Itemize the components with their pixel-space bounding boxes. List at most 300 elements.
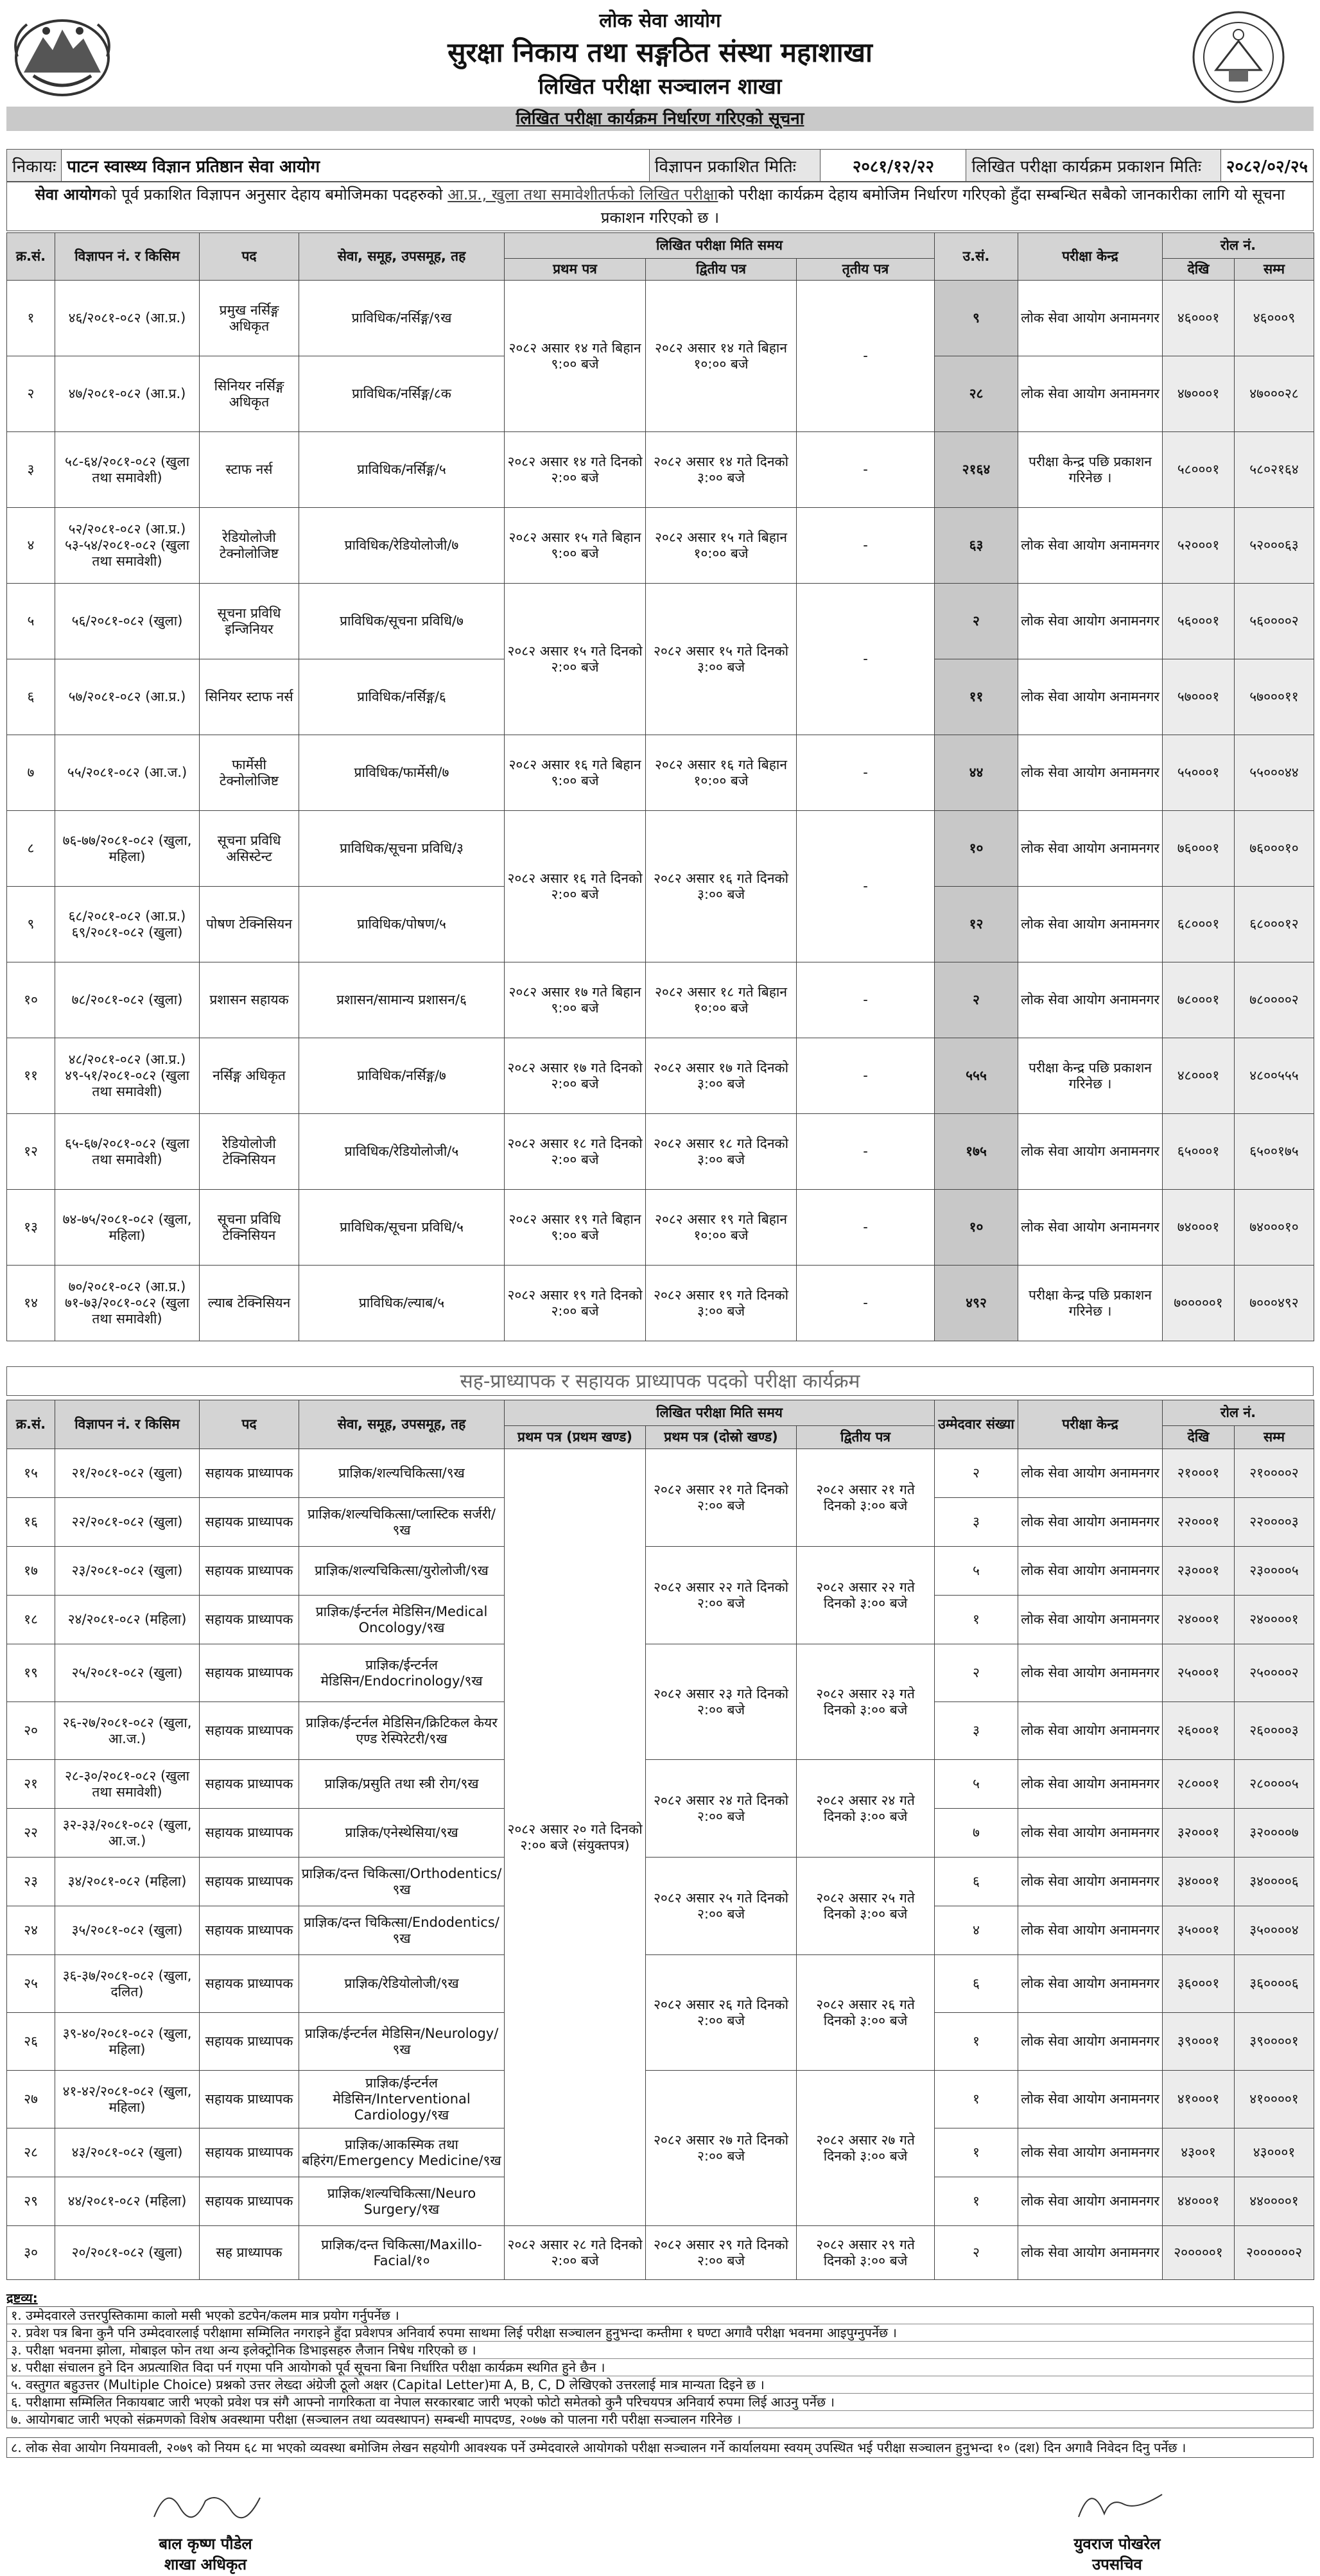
cell-post: सहायक प्राध्यापक [200,1596,299,1644]
cell-paper2: २०८२ असार १९ गते बिहान १०:०० बजे [646,1190,797,1266]
cell-post: सहायक प्राध्यापक [200,1449,299,1498]
cell-paper1: २०८२ असार १७ गते दिनको २:०० बजे [505,1038,646,1114]
cell-roll-to: २८००००५ [1235,1760,1314,1809]
cell-roll-to: ३४००००६ [1235,1858,1314,1906]
cell-center: लोक सेवा आयोग अनामनगर [1018,2177,1163,2226]
cell-post: सूचना प्रविधि टेक्निसियन [200,1190,299,1266]
cell-count: २ [935,1644,1018,1702]
cell-paper3: - [797,508,935,584]
cell-center: लोक सेवा आयोग अनामनगर [1018,1547,1163,1596]
cell-service: प्राविधिक/पोषण/५ [299,887,505,962]
cell-roll-to: ४१००००१ [1235,2071,1314,2128]
cell-adv: ४८/२०८१-०८२ (आ.प्र.) ४९-५१/२०८१-०८२ (खुला तथा समावेशी) [55,1038,200,1114]
cell-roll-to: ७०००४९२ [1235,1266,1314,1341]
cell-roll-to: २५००००२ [1235,1644,1314,1702]
cell-sn: २२ [7,1809,55,1858]
col-roll-from: देखि [1163,259,1235,281]
cell-count: १ [935,2071,1018,2128]
col-roll-to: सम्म [1235,259,1314,281]
cell-sn: २१ [7,1760,55,1809]
cell-post: सहायक प्राध्यापक [200,1644,299,1702]
cell-roll-to: ७४०००१० [1235,1190,1314,1266]
signature-mark-icon [141,2478,270,2528]
note-item: २. प्रवेश पत्र बिना कुनै पनि उम्मेदवारलाई परीक्षामा सम्मिलित नगराइने हुँदा प्रवेशपत्र अनिवार्य रुपमा साथमा लिई परीक्षा सञ्चालन हुनुभन्दा कम्तीमा १ घण्टा अगावै परीक्षा भवनमा आइपुग्नुपर्नेछ । [7,2324,1313,2342]
cell-post: सहायक प्राध्यापक [200,1858,299,1906]
cell-post: सहायक प्राध्यापक [200,1760,299,1809]
cell-adv: ५७/२०८१-०८२ (आ.प्र.) [55,659,200,735]
cell-post: सहायक प्राध्यापक [200,1906,299,1955]
table-row [7,584,1314,659]
note-item: ७. आयोगबाट जारी भएको संक्रमणको विशेष अवस्थामा परीक्षा (सञ्चालन तथा व्यवस्थापन) सम्बन्धी मापदण्ड, २०७७ को पालना गरी परीक्षा सञ्चालन गरिनेछ । [11,2412,742,2427]
notes-section [6,2290,1314,2458]
cell-sn: ५ [7,584,55,659]
cell-sn: १८ [7,1596,55,1644]
cell-paper3: - [797,432,935,508]
cell-center: लोक सेवा आयोग अनामनगर [1018,659,1163,735]
cell-center: लोक सेवा आयोग अनामनगर [1018,962,1163,1038]
cell-roll-from: ५६०००१ [1163,584,1235,659]
cell-service: प्राविधिक/रेडियोलोजी/५ [299,1114,505,1190]
psc-seal-icon [1190,9,1287,105]
cell-count: ४४ [935,735,1018,811]
cell-paper2: २०८२ असार २६ गते दिनको ३:०० बजे [797,1955,935,2071]
cell-service: प्राविधिक/नर्सिङ्ग/९ख [299,281,505,356]
cell-roll-to: ५२०००६३ [1235,508,1314,584]
intro-part: को पूर्व प्रकाशित विज्ञापन अनुसार देहाय बमोजिमका पदहरुको [100,186,448,204]
cell-center: लोक सेवा आयोग अनामनगर [1018,2226,1163,2280]
cell-adv: ३९-४०/२०८१-०८२ (खुला, महिला) [55,2013,200,2071]
cell-sn: २४ [7,1906,55,1955]
cell-adv: ७६-७७/२०८१-०८२ (खुला, महिला) [55,811,200,887]
cell-count: ३ [935,1702,1018,1760]
cell-post: सिनियर नर्सिङ्ग अधिकृत [200,356,299,432]
cell-adv: २०/२०८१-०८२ (खुला) [55,2226,200,2280]
cell-roll-from: ४६०००१ [1163,281,1235,356]
cell-sn: १४ [7,1266,55,1341]
cell-service: प्राज्ञिक/शल्यचिकित्सा/प्लास्टिक सर्जरी/९ख [299,1498,505,1547]
col-center: परीक्षा केन्द्र [1018,233,1163,281]
cell-post: सहायक प्राध्यापक [200,1547,299,1596]
cell-roll-to: ३५००००४ [1235,1906,1314,1955]
cell-count: ५ [935,1760,1018,1809]
cell-service: प्राविधिक/नर्सिङ्ग/८क [299,356,505,432]
table-row [7,1190,1314,1266]
cell-center: लोक सेवा आयोग अनामनगर [1018,2013,1163,2071]
intro-underlined: आ.प्र., खुला तथा समावेशीतर्फको लिखित परीक्षा [447,186,718,204]
cell-roll-to: ३६००००६ [1235,1955,1314,2013]
cell-paper2: २०८२ असार १८ गते दिनको ३:०० बजे [646,1114,797,1190]
table-row [7,1858,1314,1906]
col-exam: लिखित परीक्षा मिति समय [505,1400,935,1426]
cell-count: २८ [935,356,1018,432]
cell-roll-from: ४१०००१ [1163,2071,1235,2128]
cell-center: लोक सेवा आयोग अनामनगर [1018,811,1163,887]
cell-paper2: २०८२ असार १९ गते दिनको ३:०० बजे [646,1266,797,1341]
cell-post: ल्याब टेक्निसियन [200,1266,299,1341]
cell-paper1a: २०८२ असार २८ गते दिनको २:०० बजे [505,2226,646,2280]
header [0,0,1320,106]
cell-paper1: २०८२ असार १९ गते बिहान ९:०० बजे [505,1190,646,1266]
cell-roll-to: ५५०००४४ [1235,735,1314,811]
col-paper3: तृतीय पत्र [797,259,935,281]
cell-paper1: २०८२ असार १४ गते बिहान ९:०० बजे [505,281,646,432]
cell-roll-to: ६८०००१२ [1235,887,1314,962]
cell-adv: २६-२७/२०८१-०८२ (खुला, आ.ज.) [55,1702,200,1760]
cell-paper3: - [797,1266,935,1341]
col-sn: क्र.सं. [7,1400,55,1449]
cell-center: लोक सेवा आयोग अनामनगर [1018,2128,1163,2177]
cell-service: प्राज्ञिक/दन्त चिकित्सा/Orthodentics/९ख [299,1858,505,1906]
cell-paper1: २०८२ असार १७ गते बिहान ९:०० बजे [505,962,646,1038]
cell-center: लोक सेवा आयोग अनामनगर [1018,1809,1163,1858]
cell-adv: ४३/२०८१-०८२ (खुला) [55,2128,200,2177]
cell-paper1: २०८२ असार १९ गते दिनको २:०० बजे [505,1266,646,1341]
cell-roll-to: २३००००५ [1235,1547,1314,1596]
cell-sn: ६ [7,659,55,735]
table-row [7,811,1314,887]
intro-bold: सेवा आयोग [35,186,101,204]
cell-post: सिनियर स्टाफ नर्स [200,659,299,735]
cell-sn: २ [7,356,55,432]
cell-roll-from: २३०००१ [1163,1547,1235,1596]
cell-center: लोक सेवा आयोग अनामनगर [1018,1190,1163,1266]
cell-center: लोक सेवा आयोग अनामनगर [1018,1644,1163,1702]
section2-title: सह-प्राध्यापक र सहायक प्राध्यापक पदको परीक्षा कार्यक्रम [6,1366,1314,1396]
cell-service: प्राविधिक/ल्याब/५ [299,1266,505,1341]
notes-title: द्रष्टव्य: [6,2290,38,2306]
prog-date-label: लिखित परीक्षा कार्यक्रम प्रकाशन मितिः [966,150,1221,182]
cell-adv: २१/२०८१-०८२ (खुला) [55,1449,200,1498]
cell-post: प्रशासन सहायक [200,962,299,1038]
cell-roll-from: २१०००१ [1163,1449,1235,1498]
table-row [7,1760,1314,1809]
cell-post: पोषण टेक्निसियन [200,887,299,962]
cell-center: लोक सेवा आयोग अनामनगर [1018,1596,1163,1644]
cell-post: स्टाफ नर्स [200,432,299,508]
cell-roll-from: ५८०००१ [1163,432,1235,508]
assistant-professor-table [6,1400,1314,2280]
cell-paper1: २०८२ असार १६ गते दिनको २:०० बजे [505,811,646,962]
cell-sn: २८ [7,2128,55,2177]
cell-post: सहायक प्राध्यापक [200,2128,299,2177]
cell-sn: १२ [7,1114,55,1190]
cell-sn: १५ [7,1449,55,1498]
cell-sn: २९ [7,2177,55,2226]
table-row [7,1038,1314,1114]
cell-count: १७५ [935,1114,1018,1190]
cell-count: ९ [935,281,1018,356]
cell-roll-from: ३४०००१ [1163,1858,1235,1906]
cell-adv: ४७/२०८१-०८२ (आ.प्र.) [55,356,200,432]
cell-roll-to: ७६०००१० [1235,811,1314,887]
cell-sn: १० [7,962,55,1038]
org-label: निकायः [7,150,62,182]
cell-center: लोक सेवा आयोग अनामनगर [1018,1498,1163,1547]
cell-center: लोक सेवा आयोग अनामनगर [1018,1906,1163,1955]
cell-roll-from: ३५०००१ [1163,1906,1235,1955]
cell-sn: १ [7,281,55,356]
cell-paper2: २०८२ असार १७ गते दिनको ३:०० बजे [646,1038,797,1114]
cell-count: २ [935,584,1018,659]
cell-roll-to: ५६००००२ [1235,584,1314,659]
cell-roll-from: ४८०००१ [1163,1038,1235,1114]
cell-center: लोक सेवा आयोग अनामनगर [1018,1114,1163,1190]
cell-roll-from: ७८०००१ [1163,962,1235,1038]
cell-count: २ [935,2226,1018,2280]
cell-post: सहायक प्राध्यापक [200,1702,299,1760]
cell-adv: ३२-३३/२०८१-०८२ (खुला, आ.ज.) [55,1809,200,1858]
cell-service: प्राज्ञिक/दन्त चिकित्सा/Maxillo-Facial/१० [299,2226,505,2280]
cell-paper1b: २०८२ असार २७ गते दिनको २:०० बजे [646,2071,797,2226]
signer-name-left: बाल कृष्ण पौडेल [159,2535,252,2553]
cell-paper1b: २०८२ असार २५ गते दिनको २:०० बजे [646,1858,797,1955]
cell-center: परीक्षा केन्द्र पछि प्रकाशन गरिनेछ । [1018,432,1163,508]
cell-adv: ५८-६४/२०८१-०८२ (खुला तथा समावेशी) [55,432,200,508]
cell-count: ७ [935,1809,1018,1858]
notes-list [6,2306,1314,2428]
cell-roll-to: २४००००१ [1235,1596,1314,1644]
cell-paper3: - [797,281,935,432]
cell-sn: २३ [7,1858,55,1906]
cell-center: लोक सेवा आयोग अनामनगर [1018,1449,1163,1498]
cell-adv: ७८/२०८१-०८२ (खुला) [55,962,200,1038]
cell-paper1b: २०८२ असार २९ गते दिनको २:०० बजे [646,2226,797,2280]
section-name: लिखित परीक्षा सञ्चालन शाखा [538,74,782,100]
col-roll-to: सम्म [1235,1426,1314,1449]
cell-roll-from: ४४०००१ [1163,2177,1235,2226]
cell-count: १२ [935,887,1018,962]
cell-sn: १९ [7,1644,55,1702]
cell-adv: ३४/२०८१-०८२ (महिला) [55,1858,200,1906]
cell-roll-from: २४०००१ [1163,1596,1235,1644]
cell-post: सहायक प्राध्यापक [200,1955,299,2013]
cell-service: प्राविधिक/फार्मेसी/७ [299,735,505,811]
table-row [7,281,1314,356]
cell-paper2: २०८२ असार २४ गते दिनको ३:०० बजे [797,1760,935,1858]
cell-adv: २२/२०८१-०८२ (खुला) [55,1498,200,1547]
cell-paper2: २०८२ असार २५ गते दिनको ३:०० बजे [797,1858,935,1955]
cell-roll-from: २६०००१ [1163,1702,1235,1760]
cell-paper1b: २०८२ असार २२ गते दिनको २:०० बजे [646,1547,797,1644]
table-row [7,1266,1314,1341]
cell-adv: ३५/२०८१-०८२ (खुला) [55,1906,200,1955]
col-sn: क्र.सं. [7,233,55,281]
cell-adv: ५५/२०८१-०८२ (आ.ज.) [55,735,200,811]
cell-sn: २५ [7,1955,55,2013]
col-exam: लिखित परीक्षा मिति समय [505,233,935,259]
cell-center: परीक्षा केन्द्र पछि प्रकाशन गरिनेछ । [1018,1266,1163,1341]
cell-service: प्राज्ञिक/ईन्टर्नल मेडिसिन/Medical Oncology/९ख [299,1596,505,1644]
adv-date-value: २०८१/१२/२२ [821,150,966,182]
cell-roll-from: ४३००१ [1163,2128,1235,2177]
cell-roll-to: ६५००१७५ [1235,1114,1314,1190]
cell-service: प्राज्ञिक/रेडियोलोजी/९ख [299,1955,505,2013]
cell-sn: १७ [7,1547,55,1596]
note-item: ३. परीक्षा भवनमा झोला, मोबाइल फोन तथा अन्य इलेक्ट्रोनिक डिभाइसहरु लैजान निषेध गरिएको छ । [7,2342,1313,2359]
cell-post: नर्सिङ्ग अधिकृत [200,1038,299,1114]
org-value: पाटन स्वास्थ्य विज्ञान प्रतिष्ठान सेवा आयोग [62,150,650,182]
table-row [7,2071,1314,2128]
cell-paper2: २०८२ असार २२ गते दिनको ३:०० बजे [797,1547,935,1644]
cell-roll-from: २८०००१ [1163,1760,1235,1809]
col-roll-from: देखि [1163,1426,1235,1449]
cell-roll-to: २२००००३ [1235,1498,1314,1547]
cell-count: ५५५ [935,1038,1018,1114]
cell-center: लोक सेवा आयोग अनामनगर [1018,1760,1163,1809]
cell-sn: ९ [7,887,55,962]
cell-sn: २० [7,1702,55,1760]
cell-paper2: २०८२ असार १६ गते बिहान १०:०० बजे [646,735,797,811]
signature-left [122,2478,289,2575]
cell-adv: ४१-४२/२०८१-०८२ (खुला, महिला) [55,2071,200,2128]
cell-adv: ४४/२०८१-०८२ (महिला) [55,2177,200,2226]
cell-adv: ४६/२०८१-०८२ (आ.प्र.) [55,281,200,356]
note-item: ६. परीक्षामा सम्मिलित निकायबाट जारी भएको प्रवेश पत्र संगै आफ्नो नागरिकता वा नेपाल सरकारबाट जारी भएको फोटो समेतको कुनै परिचयपत्र अनिवार्य रुपमा लिई आउनु पर्नेछ । [7,2394,1313,2411]
cell-count: ६ [935,1955,1018,2013]
table-row [7,1114,1314,1190]
cell-paper2: २०८२ असार १४ गते बिहान १०:०० बजे [646,281,797,432]
cell-count: २१६४ [935,432,1018,508]
cell-service: प्रशासन/सामान्य प्रशासन/६ [299,962,505,1038]
cell-paper2: २०८२ असार १५ गते बिहान १०:०० बजे [646,508,797,584]
cell-roll-to: ४६०००९ [1235,281,1314,356]
cell-sn: १६ [7,1498,55,1547]
cell-paper2: २०८२ असार २३ गते दिनको ३:०० बजे [797,1644,935,1760]
table-row [7,508,1314,584]
cell-paper2: २०८२ असार १६ गते दिनको ३:०० बजे [646,811,797,962]
cell-paper3: - [797,1114,935,1190]
cell-post: सूचना प्रविधि असिस्टेन्ट [200,811,299,887]
table-row [7,1644,1314,1702]
table-row [7,735,1314,811]
col-count: उ.सं. [935,233,1018,281]
cell-center: लोक सेवा आयोग अनामनगर [1018,584,1163,659]
cell-sn: १३ [7,1190,55,1266]
cell-count: ५ [935,1547,1018,1596]
signature-right [1027,2478,1207,2575]
notice-title: लिखित परीक्षा कार्यक्रम निर्धारण गरिएको सूचना [516,109,804,128]
cell-paper1b: २०८२ असार २४ गते दिनको २:०० बजे [646,1760,797,1858]
cell-count: १० [935,1190,1018,1266]
cell-center: लोक सेवा आयोग अनामनगर [1018,1955,1163,2013]
cell-count: १ [935,2177,1018,2226]
table-row [7,2226,1314,2280]
cell-sn: ३ [7,432,55,508]
col-service: सेवा, समूह, उपसमूह, तह [299,233,505,281]
signer-title-left: शाखा अधिकृत [164,2555,247,2573]
cell-roll-from: ४७०००१ [1163,356,1235,432]
table-row [7,1547,1314,1596]
col-paper1a: प्रथम पत्र (प्रथम खण्ड) [505,1426,646,1449]
cell-service: प्राविधिक/सूचना प्रविधि/३ [299,811,505,887]
cell-paper3: - [797,962,935,1038]
note-item: ४. परीक्षा संचालन हुने दिन अप्रत्याशित विदा पर्न गएमा पनि आयोगको पूर्व सूचना बिना निर्धारित परीक्षा कार्यक्रम स्थगित हुने छैन । [7,2359,1313,2376]
cell-service: प्राज्ञिक/शल्यचिकित्सा/Neuro Surgery/९ख [299,2177,505,2226]
cell-paper1a-common: २०८२ असार २० गते दिनको २:०० बजे (संयुक्तपत्र) [505,1449,646,2226]
cell-paper2: २०८२ असार २१ गते दिनको ३:०० बजे [797,1449,935,1547]
table-row [7,962,1314,1038]
note-item-8: ८. लोक सेवा आयोग नियमावली, २०७९ को नियम ६८ मा भएको व्यवस्था बमोजिम लेखन सहयोगी आवश्यक पर्ने उम्मेदवारले आयोगको परीक्षा सञ्चालन गर्ने कार्यालयमा स्वयम् उपस्थित भई परीक्षा सञ्चालन हुनुभन्दा १० (दश) दिन अगावै निवेदन दिनु पर्नेछ । [6,2437,1314,2458]
cell-sn: ८ [7,811,55,887]
cell-adv: ५२/२०८१-०८२ (आ.प्र.) ५३-५४/२०८१-०८२ (खुला तथा समावेशी) [55,508,200,584]
table-row [7,432,1314,508]
prog-date-value: २०८२/०२/२५ [1220,150,1313,182]
note-item: १. उम्मेदवारले उत्तरपुस्तिकामा कालो मसी भएको डटपेन/कलम मात्र प्रयोग गर्नुपर्नेछ । [7,2307,1313,2324]
cell-count: २ [935,962,1018,1038]
cell-roll-to: २००००००२ [1235,2226,1314,2280]
signer-name-right: युवराज पोखरेल [1073,2535,1161,2553]
table-row [7,1449,1314,1498]
cell-paper3: - [797,811,935,962]
cell-sn: ४ [7,508,55,584]
cell-roll-from: २५०००१ [1163,1644,1235,1702]
cell-roll-to: ५७०००११ [1235,659,1314,735]
cell-roll-to: ४४००००१ [1235,2177,1314,2226]
cell-paper3: - [797,1190,935,1266]
cell-service: प्राज्ञिक/एनेस्थेसिया/९ख [299,1809,505,1858]
cell-paper3: - [797,584,935,735]
cell-service: प्राज्ञिक/ईन्टर्नल मेडिसिन/क्रिटिकल केयर एण्ड रेस्पिरेटरी/९ख [299,1702,505,1760]
col-paper1b: प्रथम पत्र (दोस्रो खण्ड) [646,1426,797,1449]
cell-roll-to: २१००००२ [1235,1449,1314,1498]
cell-count: ६ [935,1858,1018,1906]
cell-roll-to: २६००००३ [1235,1702,1314,1760]
cell-roll-from: २०००००१ [1163,2226,1235,2280]
cell-roll-from: ७४०००१ [1163,1190,1235,1266]
cell-paper2: २०८२ असार २९ गते दिनको ३:०० बजे [797,2226,935,2280]
cell-service: प्राज्ञिक/ईन्टर्नल मेडिसिन/Interventional Cardiology/९ख [299,2071,505,2128]
cell-sn: ७ [7,735,55,811]
cell-paper2: २०८२ असार १४ गते दिनको ३:०० बजे [646,432,797,508]
notice-banner [6,107,1314,131]
cell-adv: २४/२०८१-०८२ (महिला) [55,1596,200,1644]
cell-paper1: २०८२ असार १६ गते बिहान ९:०० बजे [505,735,646,811]
cell-post: सूचना प्रविधि इन्जिनियर [200,584,299,659]
cell-adv: ७४-७५/२०८१-०८२ (खुला, महिला) [55,1190,200,1266]
cell-roll-from: ७०००००१ [1163,1266,1235,1341]
cell-roll-from: ३६०००१ [1163,1955,1235,2013]
col-post: पद [200,1400,299,1449]
cell-service: प्राविधिक/सूचना प्रविधि/५ [299,1190,505,1266]
cell-service: प्राविधिक/रेडियोलोजी/७ [299,508,505,584]
cell-post: सहायक प्राध्यापक [200,2177,299,2226]
cell-service: प्राविधिक/नर्सिङ्ग/५ [299,432,505,508]
cell-paper1: २०८२ असार १४ गते दिनको २:०० बजे [505,432,646,508]
intro-rest: को परीक्षा कार्यक्रम देहाय बमोजिम निर्धारण गरिएको हुँदा सम्बन्धित सबैको जानकारीका लागि यो सूचना प्रकाशन गरिएको छ । [600,186,1285,227]
cell-adv: ६५-६७/२०८१-०८२ (खुला तथा समावेशी) [55,1114,200,1190]
cell-adv: २३/२०८१-०८२ (खुला) [55,1547,200,1596]
cell-roll-to: ४८००५५५ [1235,1038,1314,1114]
cell-post: सहायक प्राध्यापक [200,2013,299,2071]
cell-post: सहायक प्राध्यापक [200,1809,299,1858]
info-table [6,149,1314,182]
col-paper2: द्वितीय पत्र [646,259,797,281]
table-row [7,1955,1314,2013]
cell-post: प्रमुख नर्सिङ्ग अधिकृत [200,281,299,356]
cell-service: प्राविधिक/नर्सिङ्ग/६ [299,659,505,735]
cell-count: ११ [935,659,1018,735]
col-paper1: प्रथम पत्र [505,259,646,281]
cell-post: रेडियोलोजी टेक्निसियन [200,1114,299,1190]
note-item: ५. वस्तुगत बहुउत्तर (Multiple Choice) प्रश्नको उत्तर लेख्दा अंग्रेजी ठूलो अक्षर (Capital Letter)मा A, B, C, D लेखिएको उत्तरलाई मात्र मान्यता दिइने छ । [7,2376,1313,2394]
cell-roll-to: ३२००००७ [1235,1809,1314,1858]
cell-center: लोक सेवा आयोग अनामनगर [1018,356,1163,432]
cell-count: १ [935,1596,1018,1644]
signer-title-right: उपसचिव [1092,2555,1142,2573]
col-center: परीक्षा केन्द्र [1018,1400,1163,1449]
cell-count: ४९२ [935,1266,1018,1341]
cell-roll-from: ३२०००१ [1163,1809,1235,1858]
